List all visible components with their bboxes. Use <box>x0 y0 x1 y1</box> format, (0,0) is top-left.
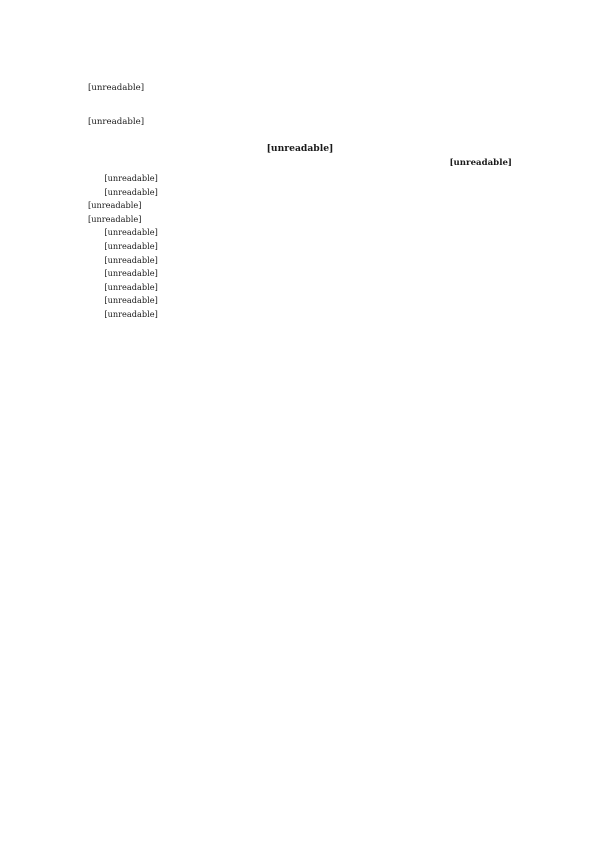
paragraph: [unreadable] <box>104 268 158 279</box>
region-line: [unreadable] <box>88 83 145 93</box>
paragraph: [unreadable] <box>104 186 158 197</box>
article-body <box>88 173 512 321</box>
article-subtitle: [unreadable] <box>449 158 512 168</box>
paragraph: [unreadable] <box>88 213 142 224</box>
paragraph: [unreadable] <box>104 254 158 265</box>
paragraph: [unreadable] <box>88 200 142 211</box>
paragraph: [unreadable] <box>104 308 158 319</box>
paragraph: [unreadable] <box>104 240 158 251</box>
paragraph: [unreadable] <box>104 295 158 306</box>
paragraph: [unreadable] <box>104 281 158 292</box>
reading-label: [unreadable] <box>88 117 145 127</box>
article-title: [unreadable] <box>266 143 334 154</box>
paragraph: [unreadable] <box>104 227 158 238</box>
paragraph: [unreadable] <box>104 173 158 183</box>
